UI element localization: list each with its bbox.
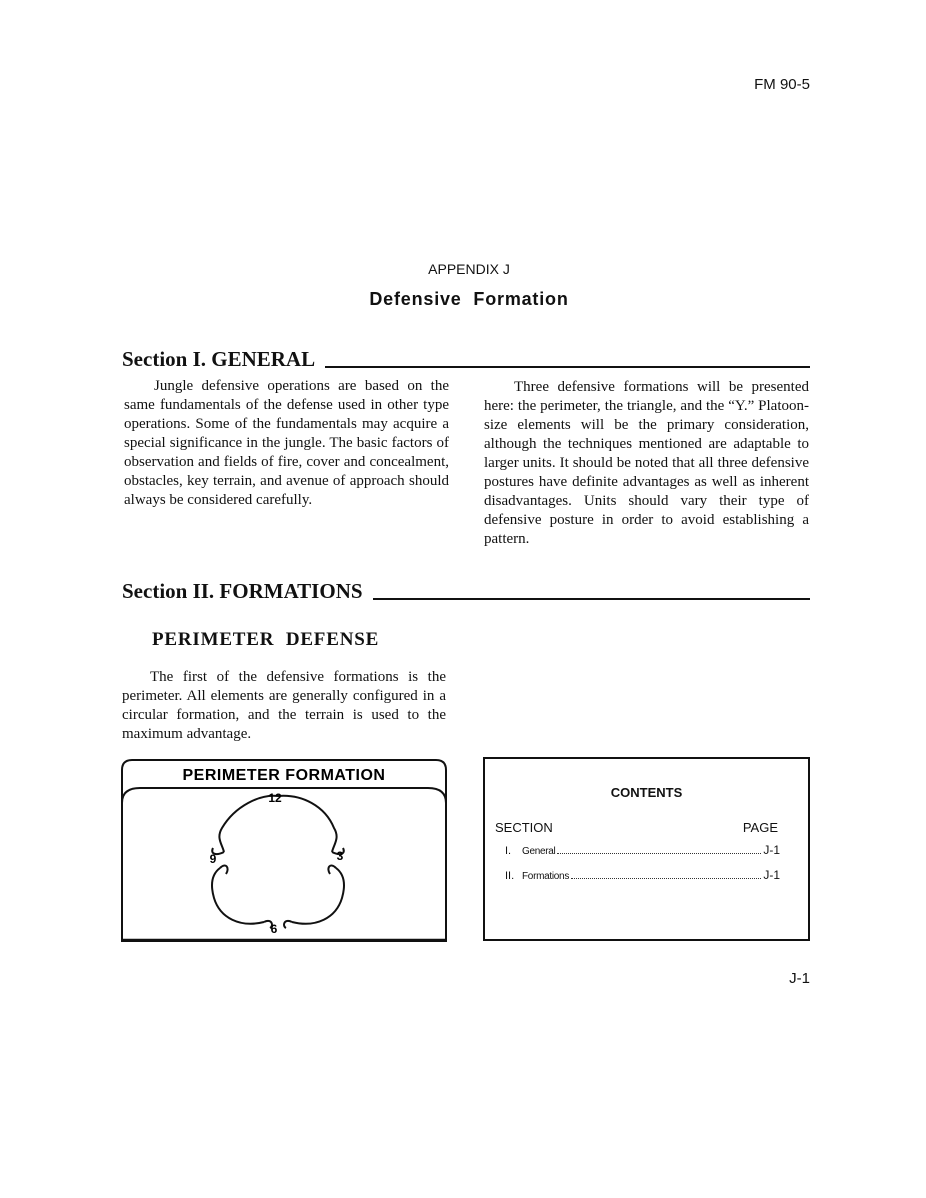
general-paragraph-right: Three defensive formations will be presented here: the perimeter, the triangle, and the “Y.” Platoon-size elements will be the primary consideration, although the techniques mentioned are adaptable to larger units. It should be noted that all three defensive postures have definite advantages as well as inherent disadvantages. Units should vary their type of defensive posture in order to avoid establishing a pattern. [484, 379, 809, 547]
perimeter-formation-figure [120, 758, 448, 942]
clock-label-9: 9 [209, 852, 217, 866]
appendix-title: Defensive Formation [369, 289, 569, 309]
clock-label-12: 12 [268, 791, 282, 805]
toc-entry-number: I. [505, 845, 512, 857]
perimeter-left-arc [212, 868, 264, 924]
toc-entry-label: General [522, 846, 556, 857]
toc-leader-dots [557, 853, 761, 854]
perimeter-right-arc [292, 868, 344, 924]
section1-heading [122, 349, 810, 370]
figure-title: PERIMETER FORMATION [182, 767, 386, 784]
general-paragraph-left: Jungle defensive operations are based on the same fundamentals of the defense used in other type operations. Some of the fundamentals may acquire a special significance in the jungle. The basic factors of observation and fields of fire, cover and concealment, obstacles, key terrain, and avenue of approach should always be considered carefully. [124, 378, 449, 508]
toc-leader-dots [571, 878, 761, 879]
contents-title: CONTENTS [610, 785, 683, 800]
toc-entry[interactable] [505, 843, 780, 857]
contents-page-header: PAGE [742, 820, 778, 835]
formations-intro-paragraph: The first of the defensive formations is the perimeter. All elements are generally configured in a circular formation, and the terrain is used to the maximum advantage. [122, 669, 446, 742]
manual-code: FM 90-5 [754, 76, 810, 93]
perimeter-hook-right-bottom [328, 866, 336, 874]
perimeter-hook-left-bottom [220, 866, 228, 874]
contents-box [483, 757, 810, 941]
section2-heading-text: Section II. FORMATIONS [122, 579, 363, 603]
appendix-label: APPENDIX J [428, 261, 510, 277]
perimeter-defense-subheading: PERIMETER DEFENSE [152, 629, 380, 650]
section2-heading [122, 581, 810, 602]
contents-section-header: SECTION [495, 820, 553, 835]
section2-rule [373, 598, 810, 600]
toc-entry-label: Formations [522, 871, 570, 882]
toc-entry-page: J-1 [763, 843, 780, 857]
clock-label-3: 3 [336, 849, 344, 863]
toc-entry-page: J-1 [763, 868, 780, 882]
toc-entry[interactable] [505, 868, 780, 882]
section1-heading-text: Section I. GENERAL [122, 347, 316, 371]
toc-entry-number: II. [505, 870, 515, 882]
perimeter-hook-bottom-right [284, 921, 292, 928]
section1-rule [325, 366, 810, 368]
clock-label-6: 6 [270, 922, 278, 936]
page-number: J-1 [789, 970, 810, 987]
perimeter-diagram [120, 758, 448, 942]
